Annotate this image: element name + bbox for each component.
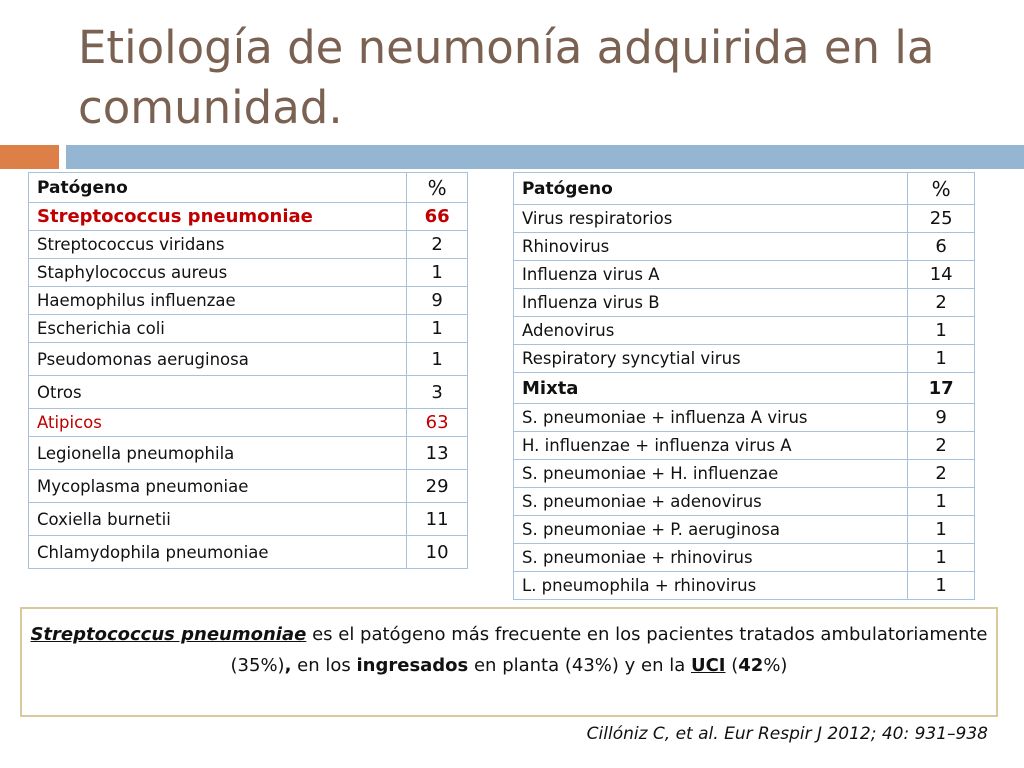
pathogen-cell: Escherichia coli xyxy=(29,315,407,343)
note-ingresados: ingresados xyxy=(356,655,469,676)
table-row xyxy=(29,203,468,231)
note-uci: UCI xyxy=(690,655,726,676)
table-row xyxy=(29,231,468,259)
percent-cell: 25 xyxy=(908,205,975,233)
summary-note xyxy=(20,607,998,717)
table-row xyxy=(514,516,975,544)
pathogen-cell: Mixta xyxy=(514,373,908,404)
note-text-3: en planta (43%) y en la xyxy=(468,655,691,676)
table-row xyxy=(514,460,975,488)
percent-cell: 14 xyxy=(908,261,975,289)
pathogen-cell: Rhinovirus xyxy=(514,233,908,261)
pathogen-cell: H. influenzae + influenza virus A xyxy=(514,432,908,460)
table-row xyxy=(514,404,975,432)
percent-cell: 1 xyxy=(908,317,975,345)
table-row xyxy=(29,437,468,470)
table-row xyxy=(29,343,468,376)
note-text-1: es el patógeno más frecuente en los pacientes tratados ambulatoriamente (35%) xyxy=(230,624,988,676)
header-percent: % xyxy=(908,173,975,205)
note-text-4: ( xyxy=(725,655,739,676)
percent-cell: 3 xyxy=(407,376,468,409)
pathogen-cell: Virus respiratorios xyxy=(514,205,908,233)
header-pathogen: Patógeno xyxy=(29,173,407,203)
pathogen-cell: S. pneumoniae + H. influenzae xyxy=(514,460,908,488)
percent-cell: 2 xyxy=(908,460,975,488)
pathogen-cell: Streptococcus viridans xyxy=(29,231,407,259)
pathogen-cell: Mycoplasma pneumoniae xyxy=(29,470,407,503)
pathogen-cell: Legionella pneumophila xyxy=(29,437,407,470)
header-pathogen: Patógeno xyxy=(514,173,908,205)
pathogen-cell: Influenza virus B xyxy=(514,289,908,317)
table-row xyxy=(29,470,468,503)
table-row xyxy=(514,432,975,460)
table-row xyxy=(514,289,975,317)
pathogen-cell: Streptococcus pneumoniae xyxy=(29,203,407,231)
note-text-2: en los xyxy=(291,655,357,676)
percent-cell: 1 xyxy=(908,345,975,373)
percent-cell: 1 xyxy=(407,343,468,376)
pathogen-cell: S. pneumoniae + adenovirus xyxy=(514,488,908,516)
header-percent: % xyxy=(407,173,468,203)
pathogen-cell: Chlamydophila pneumoniae xyxy=(29,536,407,569)
percent-cell: 11 xyxy=(407,503,468,536)
table-header-row xyxy=(29,173,468,203)
note-emphasis: Streptococcus pneumoniae xyxy=(30,624,307,645)
percent-cell: 63 xyxy=(407,409,468,437)
percent-cell: 9 xyxy=(908,404,975,432)
accent-bar-blue xyxy=(66,145,1024,169)
table-row xyxy=(29,259,468,287)
table-row xyxy=(514,373,975,404)
percent-cell: 1 xyxy=(908,544,975,572)
table-row xyxy=(29,536,468,569)
percent-cell: 1 xyxy=(908,488,975,516)
percent-cell: 29 xyxy=(407,470,468,503)
table-row xyxy=(514,233,975,261)
left-pathogen-table xyxy=(28,172,468,569)
pathogen-cell: Haemophilus influenzae xyxy=(29,287,407,315)
table-row xyxy=(29,287,468,315)
table-row xyxy=(514,488,975,516)
pathogen-cell: Staphylococcus aureus xyxy=(29,259,407,287)
percent-cell: 9 xyxy=(407,287,468,315)
pathogen-cell: Influenza virus A xyxy=(514,261,908,289)
note-pct42: 42 xyxy=(738,655,764,676)
percent-cell: 17 xyxy=(908,373,975,404)
percent-cell: 13 xyxy=(407,437,468,470)
table-row xyxy=(514,345,975,373)
citation: Cillóniz C, et al. Eur Respir J 2012; 40: 931–938 xyxy=(586,724,988,744)
table-row xyxy=(514,205,975,233)
percent-cell: 66 xyxy=(407,203,468,231)
table-row xyxy=(514,544,975,572)
pathogen-cell: Otros xyxy=(29,376,407,409)
pathogen-cell: Atipicos xyxy=(29,409,407,437)
percent-cell: 1 xyxy=(908,572,975,600)
table-row xyxy=(29,503,468,536)
note-comma: , xyxy=(284,655,292,676)
pathogen-cell: S. pneumoniae + rhinovirus xyxy=(514,544,908,572)
percent-cell: 10 xyxy=(407,536,468,569)
pathogen-cell: Pseudomonas aeruginosa xyxy=(29,343,407,376)
note-text-5: %) xyxy=(763,655,788,676)
table-row xyxy=(514,261,975,289)
percent-cell: 1 xyxy=(908,516,975,544)
table-row xyxy=(514,572,975,600)
table-header-row xyxy=(514,173,975,205)
table-row xyxy=(29,409,468,437)
percent-cell: 6 xyxy=(908,233,975,261)
pathogen-cell: L. pneumophila + rhinovirus xyxy=(514,572,908,600)
percent-cell: 1 xyxy=(407,259,468,287)
percent-cell: 2 xyxy=(407,231,468,259)
accent-bar-orange xyxy=(0,145,59,169)
pathogen-cell: Adenovirus xyxy=(514,317,908,345)
table-row xyxy=(29,315,468,343)
pathogen-cell: Respiratory syncytial virus xyxy=(514,345,908,373)
slide-title: Etiología de neumonía adquirida en la comunidad. xyxy=(78,21,935,134)
right-pathogen-table xyxy=(513,172,975,600)
table-row xyxy=(514,317,975,345)
percent-cell: 2 xyxy=(908,432,975,460)
pathogen-cell: S. pneumoniae + influenza A virus xyxy=(514,404,908,432)
pathogen-cell: Coxiella burnetii xyxy=(29,503,407,536)
percent-cell: 1 xyxy=(407,315,468,343)
pathogen-cell: S. pneumoniae + P. aeruginosa xyxy=(514,516,908,544)
table-row xyxy=(29,376,468,409)
percent-cell: 2 xyxy=(908,289,975,317)
